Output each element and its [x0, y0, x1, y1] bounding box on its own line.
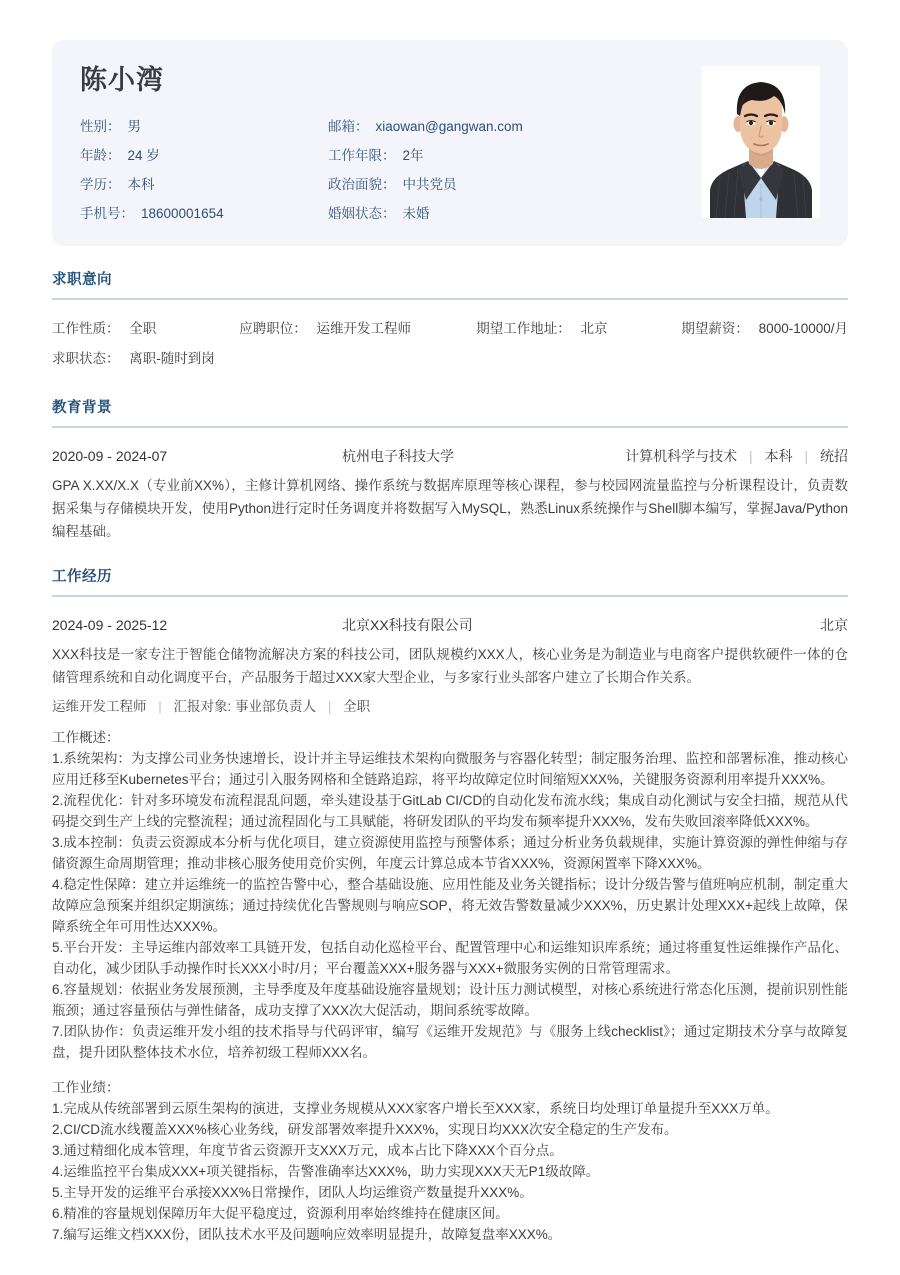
intention-field-status: [52, 344, 240, 374]
profile-field-experience-value: 2年: [402, 147, 424, 163]
work-achievement-item: 1.完成从传统部署到云原生架构的演进，支撑业务规模从XXX家客户增长至XXX家，系统日均处理订单量提升至XXX万单。: [52, 1101, 779, 1116]
meta-separator-icon: |: [158, 699, 162, 714]
intention-row-secondary: [52, 344, 848, 374]
meta-separator-icon: |: [327, 699, 332, 714]
profile-header-card: [52, 40, 848, 246]
work-achievement-item: 3.通过精细化成本管理，年度节省云资源开支XXX万元，成本占比下降XXX个百分点。: [52, 1143, 563, 1158]
section-title-education: 教育背景: [52, 400, 112, 416]
profile-field-gender-label: 性别：: [80, 118, 121, 134]
intention-field-job-type-label: 工作性质：: [52, 321, 120, 336]
work-overview-item: 2.流程优化：针对多环境发布流程混乱问题，牵头建设基于GitLab CI/CD的自动化发布流水线；集成自动化测试与安全扫描，规范从代码提交到生产上线的完整流程；通过流程固化与工具赋能，将研发团队的平均发布频率提升XXX%，发布失败回滚率降低XXX%。: [52, 793, 848, 829]
intention-field-salary-label: 期望薪资：: [681, 321, 749, 336]
intention-field-job-type: [52, 314, 239, 344]
section-divider: [52, 426, 848, 428]
section-education: [52, 396, 848, 543]
resume-page: [0, 40, 900, 1275]
education-date-range: 2020-09 - 2024-07: [52, 448, 168, 464]
work-achievement-label: 工作业绩：: [52, 1080, 120, 1095]
page-title: 陈小湾: [80, 65, 164, 95]
intention-field-salary-value: 8000-10000/月: [758, 321, 848, 336]
intention-field-status-value: 离职-随时到岗: [129, 351, 215, 366]
work-overview-item: 1.系统架构：为支撑公司业务快速增长，设计并主导运维技术架构向微服务与容器化转型；制定服务治理、监控和部署标准，推动核心应用迁移至Kubernetes平台；通过引入服务网格和全链路追踪，将平均故障定位时间缩短XXX%，关键服务资源利用率提升XXX%。: [52, 751, 848, 787]
spacer: [52, 1063, 848, 1077]
work-overview-item: 6.容量规划：依据业务发展预测，主导季度及年度基础设施容量规划；设计压力测试模型，对核心系统进行常态化压测，提前识别性能瓶颈；通过容量预估与弹性储备，成功支撑了XXX次大促活动，期间系统零故障。: [52, 982, 848, 1018]
work-overview-item: 7.团队协作：负责运维开发小组的技术指导与代码评审，编写《运维开发规范》与《服务上线checklist》；通过定期技术分享与故障复盘，提升团队整体技术水位，培养初级工程师XXX名。: [52, 1024, 848, 1060]
work-employment-type: 全职: [343, 699, 371, 714]
profile-field-phone-value: 18600001654: [141, 205, 224, 221]
work-overview-item: 5.平台开发：主导运维内部效率工具链开发，包括自动化巡检平台、配置管理中心和运维知识库系统；通过将重复性运维操作产品化、自动化，减少团队手动操作时长XXX小时/月；平台覆盖XXX+服务器与XXX+微服务实例的日常管理需求。: [52, 940, 848, 976]
section-divider: [52, 595, 848, 597]
profile-field-political-label: 政治面貌：: [328, 176, 396, 192]
intention-field-location-value: 北京: [580, 321, 608, 336]
profile-field-age: [80, 143, 328, 169]
profile-field-email-label: 邮箱：: [328, 118, 369, 134]
profile-field-degree-label: 学历：: [80, 176, 121, 192]
education-entry-head: [52, 442, 848, 470]
work-achievement-item: 7.编写运维文档XXX份，团队技术水平及问题响应效率明显提升，故障复盘率XXX%。: [52, 1227, 562, 1242]
education-degree: 本科: [764, 448, 793, 464]
education-school-name: 杭州电子科技大学: [342, 448, 454, 464]
work-entry-head: [52, 611, 848, 639]
intention-field-position: [239, 314, 476, 344]
profile-field-gender-value: 男: [127, 118, 141, 134]
profile-field-age-label: 年龄：: [80, 147, 121, 163]
work-company-name: 北京XX科技有限公司: [342, 617, 473, 633]
section-work-experience: [52, 565, 848, 1245]
work-location: 北京: [820, 617, 848, 633]
education-admission-type: 统招: [820, 448, 848, 464]
section-title-work-experience: 工作经历: [52, 569, 112, 585]
intention-field-position-value: 运维开发工程师: [316, 321, 411, 336]
work-achievement-item: 4.运维监控平台集成XXX+项关键指标，告警准确率达XXX%，助力实现XXX天无P1级故障。: [52, 1164, 600, 1179]
avatar: [702, 66, 820, 218]
profile-field-degree: [80, 172, 328, 198]
work-report-to: 汇报对象: 事业部负责人: [173, 699, 317, 714]
intention-field-job-type-value: 全职: [129, 321, 157, 336]
profile-field-degree-value: 本科: [127, 176, 155, 192]
work-company-intro: XXX科技是一家专注于智能仓储物流解决方案的科技公司，团队规模约XXX人，核心业务是为制造业与电商客户提供软硬件一体的仓储管理系统和自动化调度平台，产品服务于超过XXX家大型企业，与多家行业头部客户建立了长期合作关系。: [52, 647, 848, 685]
meta-separator-icon: |: [804, 448, 809, 464]
work-achievement-item: 5.主导开发的运维平台承接XXX%日常操作，团队人均运维资产数量提升XXX%。: [52, 1185, 533, 1200]
intention-field-location-label: 期望工作地址：: [476, 321, 571, 336]
education-description: GPA X.XX/X.X（专业前XX%），主修计算机网络、操作系统与数据库原理等核心课程，参与校园网流量监控与分析课程设计，负责数据采集与存储模块开发，使用Python进行定时任务调度并将数据写入MySQL，熟悉Linux系统操作与Shell脚本编写，掌握Java/Python编程基础。: [52, 478, 848, 539]
work-achievement-item: 2.CI/CD流水线覆盖XXX%核心业务线，研发部署效率提升XXX%，实现日均XXX次安全稳定的生产发布。: [52, 1122, 678, 1137]
education-entry: [52, 442, 848, 543]
profile-field-gender: [80, 114, 328, 140]
profile-field-age-value: 24 岁: [127, 147, 160, 163]
intention-field-salary: [681, 314, 848, 344]
profile-field-email-value: xiaowan@gangwan.com: [375, 118, 523, 134]
education-major: 计算机科学与技术: [625, 448, 738, 464]
work-overview-item: 4.稳定性保障：建立并运维统一的监控告警中心，整合基础设施、应用性能及业务关键指标；设计分级告警与值班响应机制，制定重大故障应急预案并组织定期演练；通过持续优化告警规则与响应SOP，将无效告警数量减少XXX%，历史累计处理XXX+起线上故障，保障系统全年可用性达XXX%。: [52, 877, 848, 934]
intention-row-primary: [52, 314, 848, 344]
intention-field-status-label: 求职状态：: [52, 351, 120, 366]
profile-field-experience-label: 工作年限：: [328, 147, 396, 163]
work-entry: [52, 611, 848, 1245]
work-overview-item: 3.成本控制：负责云资源成本分析与优化项目，建立资源使用监控与预警体系；通过分析业务负载规律，实施计算资源的弹性伸缩与存储资源生命周期管理；推动非核心服务使用竞价实例，年度云计算总成本节省XXX%，资源闲置率下降XXX%。: [52, 835, 848, 871]
profile-field-marital-label: 婚姻状态：: [328, 205, 396, 221]
intention-field-location: [476, 314, 681, 344]
meta-separator-icon: |: [749, 448, 753, 464]
work-date-range: 2024-09 - 2025-12: [52, 617, 168, 633]
work-role-meta: [52, 693, 848, 721]
section-job-intention: [52, 268, 848, 374]
education-meta: [625, 442, 848, 470]
work-overview-label: 工作概述：: [52, 730, 120, 745]
section-divider: [52, 298, 848, 300]
intention-field-position-label: 应聘职位：: [239, 321, 307, 336]
work-achievement-item: 6.精准的容量规划保障历年大促平稳度过，资源利用率始终维持在健康区间。: [52, 1206, 509, 1221]
profile-field-marital-value: 未婚: [402, 205, 430, 221]
profile-field-political-value: 中共党员: [402, 176, 457, 192]
profile-field-phone-label: 手机号：: [80, 205, 134, 221]
profile-field-phone: [80, 201, 328, 227]
section-title-job-intention: 求职意向: [52, 272, 112, 288]
work-role-title: 运维开发工程师: [52, 699, 147, 714]
